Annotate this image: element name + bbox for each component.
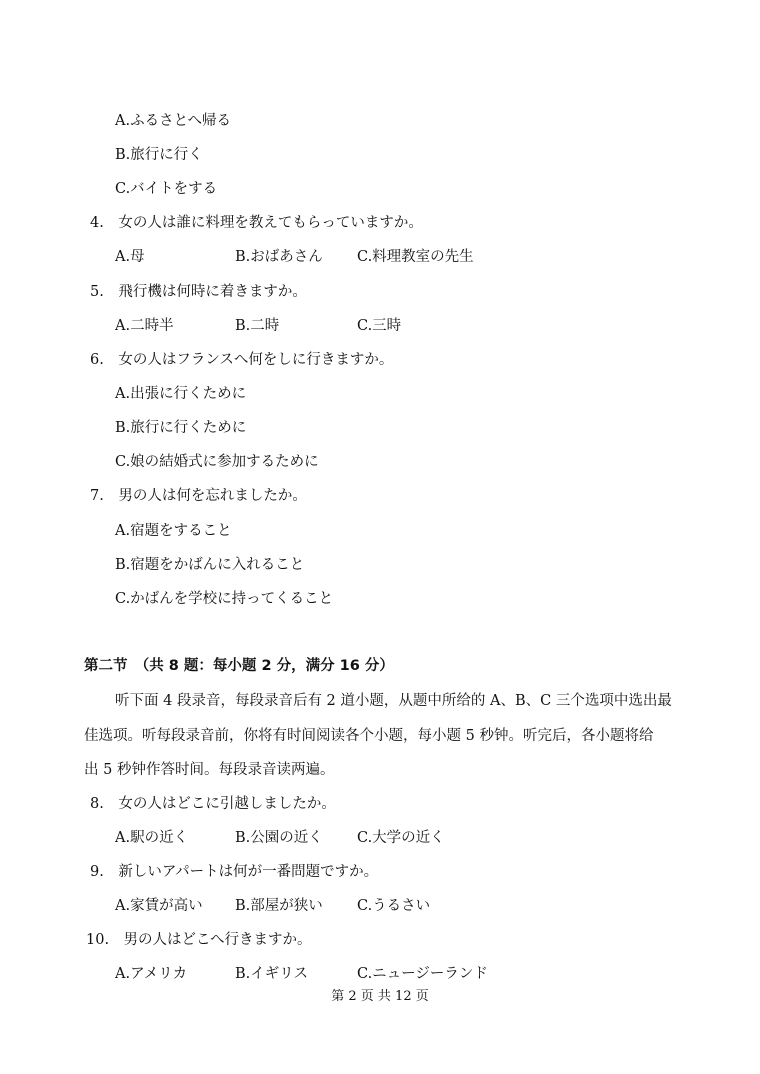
q3-option-c: C.バイトをする [115,181,218,197]
q5-option-a: A.二時半 [115,318,174,334]
q7-option-a: A.宿題をすること [115,523,232,539]
q6-option-a: A.出張に行くために [115,386,247,402]
section-2-title: 第二节 （共 8 题：每小题 2 分，满分 16 分） [84,658,394,674]
q7-option-b: B.宿題をかばんに入れること [115,557,305,573]
q10-option-b: B.イギリス [235,966,308,982]
question-9: 9. 新しいアパートは何が一番問題ですか。 [90,864,379,880]
q5-option-c: C.三時 [357,318,402,334]
q8-option-b: B.公園の近く [235,830,323,846]
q3-option-b: B.旅行に行く [115,147,203,163]
question-10: 10. 男の人はどこへ行きますか。 [86,932,312,948]
question-8: 8. 女の人はどこに引越しましたか。 [90,796,336,812]
q10-option-c: C.ニュージーランド [357,966,488,982]
q7-option-c: C.かばんを学校に持ってくること [115,591,334,607]
question-6: 6. 女の人はフランスへ何をしに行きますか。 [90,352,394,368]
question-4: 4. 女の人は誰に料理を教えてもらっていますか。 [90,215,423,231]
q4-option-c: C.料理教室の先生 [357,249,474,265]
q6-option-b: B.旅行に行くために [115,420,247,436]
q5-option-b: B.二時 [235,318,280,334]
q10-option-a: A.アメリカ [115,966,188,982]
section-2-instructions-line-3: 出 5 秒钟作答时间。每段录音读两遍。 [84,762,335,778]
q9-option-a: A.家賃が高い [115,898,203,914]
q6-option-c: C.娘の結婚式に参加するために [115,454,319,470]
q4-option-b: B.おばあさん [235,249,323,265]
section-2-instructions-line-2: 佳选项。听每段录音前，你将有时间阅读各个小题，每小题 5 秒钟。听完后，各小题将给 [84,728,654,744]
question-7: 7. 男の人は何を忘れましたか。 [90,488,307,504]
q9-option-c: C.うるさい [357,898,431,914]
section-2-instructions-line-1: 听下面 4 段录音，每段录音后有 2 道小题，从题中所给的 A、B、C 三个选项中选出最 [115,693,672,709]
question-5: 5. 飛行機は何時に着きますか。 [90,284,307,300]
page-footer: 第 2 页 共 12 页 [331,989,429,1004]
q8-option-c: C.大学の近く [357,830,445,846]
q8-option-a: A.駅の近く [115,830,189,846]
q3-option-a: A.ふるさとへ帰る [115,113,231,129]
q9-option-b: B.部屋が狭い [235,898,323,914]
q4-option-a: A.母 [115,249,145,265]
